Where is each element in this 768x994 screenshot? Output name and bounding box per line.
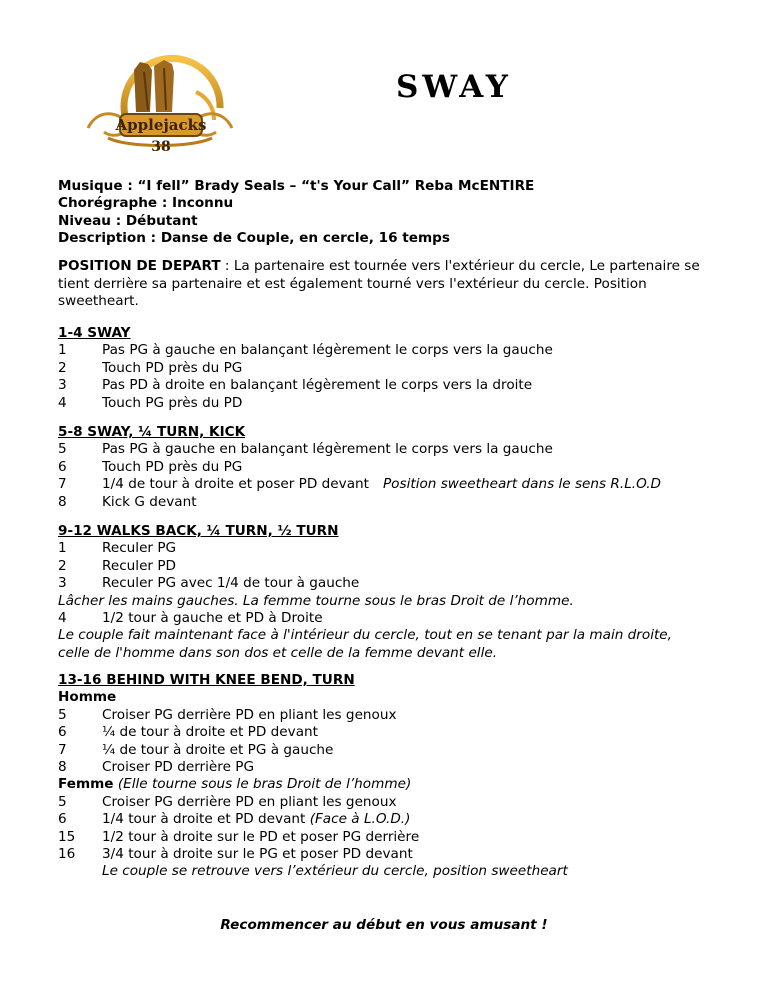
step-row <box>58 377 718 394</box>
step-count: 7 <box>58 741 67 758</box>
step-note: (Face à L.O.D.) <box>309 811 411 828</box>
starting-position <box>58 258 718 311</box>
section-title: 1-4 SWAY <box>58 325 131 341</box>
step-count: 2 <box>58 359 67 376</box>
step-count: 7 <box>58 476 67 493</box>
section-1-4 <box>58 325 718 412</box>
step-row <box>58 494 718 511</box>
step-note: Le couple fait maintenant face à l'intérieur du cercle, tout en se tenant par la main droite, <box>58 627 672 644</box>
step-row <box>58 342 718 359</box>
step-row <box>58 811 718 828</box>
step-row <box>58 707 718 724</box>
step-text: Croiser PG derrière PD en pliant les genoux <box>102 793 397 810</box>
description-line: Description : Danse de Couple, en cercle, 16 temps <box>58 230 450 247</box>
step-row <box>58 759 718 776</box>
step-row <box>58 846 718 863</box>
step-count: 8 <box>58 493 67 510</box>
step-text: Reculer PG <box>102 540 177 557</box>
section-13-16 <box>58 672 718 881</box>
logo-text: Applejacks <box>115 116 207 134</box>
step-text: Pas PD à droite en balançant légèrement le corps vers la droite <box>102 377 533 394</box>
section-5-8 <box>58 424 718 511</box>
step-row <box>58 459 718 476</box>
step-text: Pas PG à gauche en balançant légèrement le corps vers la gauche <box>102 342 553 359</box>
step-count: 4 <box>58 394 67 411</box>
footer-text: Recommencer au début en vous amusant ! <box>220 917 548 933</box>
step-text: 1/4 tour à droite et PD devant <box>102 811 310 828</box>
step-text: Kick G devant <box>102 493 197 510</box>
level-line: Niveau : Débutant <box>58 212 198 229</box>
starting-position-text: : La partenaire est tournée vers l'extérieur du cercle, Le partenaire se tient derrière sa partenaire et est également tourné vers l'extérieur du cercle. Position sweetheart. <box>58 258 700 310</box>
step-row <box>58 441 718 458</box>
step-text: Reculer PD <box>102 557 177 574</box>
step-text: 1/2 tour à droite sur le PD et poser PG derrière <box>102 828 420 845</box>
step-count: 8 <box>58 759 67 776</box>
step-count: 4 <box>58 610 67 627</box>
woman-header <box>58 776 718 793</box>
step-note: celle de l'homme dans son dos et celle de la femme devant elle. <box>58 644 498 661</box>
choreographer-line: Chorégraphe : Inconnu <box>58 195 234 212</box>
step-count: 5 <box>58 793 67 810</box>
step-count: 3 <box>58 575 67 592</box>
step-count: 6 <box>58 811 67 828</box>
applejacks-logo <box>78 50 242 156</box>
step-text: 3/4 tour à droite sur le PG et poser PD devant <box>102 846 413 863</box>
step-row <box>58 540 718 557</box>
step-count: 3 <box>58 377 67 394</box>
step-count: 6 <box>58 458 67 475</box>
music-line: Musique : “I fell” Brady Seals – “t's Your Call” Reba McENTIRE <box>58 178 535 194</box>
section-title: 9-12 WALKS BACK, ¼ TURN, ½ TURN <box>58 523 339 539</box>
step-count: 16 <box>58 846 76 863</box>
step-count: 5 <box>58 706 67 723</box>
step-note: Lâcher les mains gauches. La femme tourne sous le bras Droit de l’homme. <box>58 592 574 609</box>
step-count: 1 <box>58 540 67 557</box>
step-row <box>58 724 718 741</box>
starting-position-label: POSITION DE DEPART <box>58 258 221 274</box>
step-count: 2 <box>58 557 67 574</box>
step-row <box>58 558 718 575</box>
step-text: Touch PG près du PD <box>102 394 243 411</box>
step-row <box>58 476 718 493</box>
step-row <box>58 610 718 627</box>
step-row <box>58 742 718 759</box>
step-count: 1 <box>58 342 67 359</box>
step-text: Touch PD près du PG <box>102 458 243 475</box>
step-text: 1/4 de tour à droite et poser PD devant <box>102 476 369 493</box>
section-title: 13-16 BEHIND WITH KNEE BEND, TURN <box>58 672 355 688</box>
step-note: Position sweetheart dans le sens R.L.O.D <box>382 476 662 493</box>
final-note: Le couple se retrouve vers l’extérieur du cercle, position sweetheart <box>102 863 568 880</box>
step-text: Reculer PG avec 1/4 de tour à gauche <box>102 575 360 592</box>
step-text: ¼ de tour à droite et PG à gauche <box>102 741 334 758</box>
step-text: Touch PD près du PG <box>102 359 243 376</box>
step-row <box>58 575 718 592</box>
step-text: ¼ de tour à droite et PD devant <box>102 724 318 741</box>
step-text: Croiser PD derrière PG <box>102 759 254 776</box>
section-title: 5-8 SWAY, ¼ TURN, KICK <box>58 424 246 440</box>
step-count: 6 <box>58 724 67 741</box>
step-row <box>58 395 718 412</box>
step-count: 5 <box>58 441 67 458</box>
step-text: Croiser PG derrière PD en pliant les genoux <box>102 706 397 723</box>
dance-title: SWAY <box>396 69 512 105</box>
woman-note: (Elle tourne sous le bras Droit de l’homme) <box>113 776 412 793</box>
woman-label: Femme <box>58 776 114 793</box>
dance-info <box>58 178 718 248</box>
step-text: 1/2 tour à gauche et PD à Droite <box>102 610 323 627</box>
man-label: Homme <box>58 689 117 706</box>
step-text: Pas PG à gauche en balançant légèrement le corps vers la gauche <box>102 441 553 458</box>
step-row <box>58 829 718 846</box>
step-row <box>58 360 718 377</box>
step-row <box>58 794 718 811</box>
section-9-12 <box>58 523 718 662</box>
logo-number: 38 <box>151 139 171 155</box>
step-count: 15 <box>58 828 76 845</box>
